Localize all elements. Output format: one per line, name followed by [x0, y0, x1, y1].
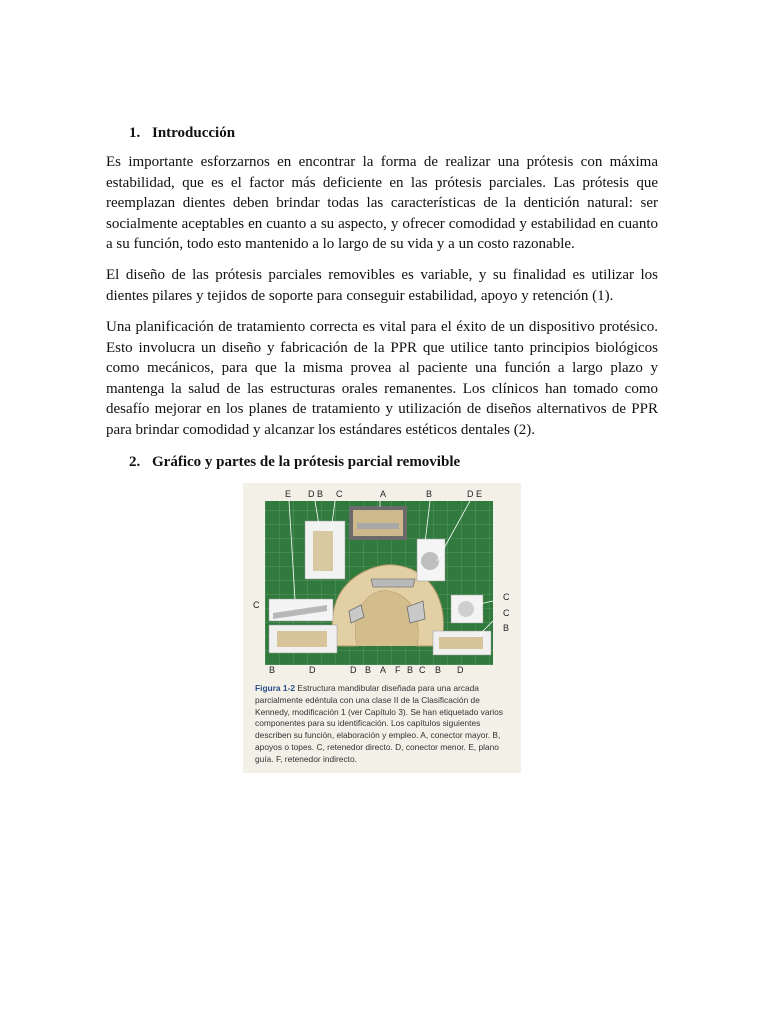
figure-label: B [435, 665, 442, 675]
figure-label: C [336, 489, 343, 499]
caption-text: Estructura mandibular diseñada para una arcada parcialmente edéntula con una clase II de la Clasificación de Kennedy, modificación 1 (ver Capítulo 3). Se han etiquetado varios componentes para su identificación. Los capítulos siguientes describen su función, elaboración y empleo. A, conector mayor. B, apoyos o topes. C, retenedor directo. D, conector menor. E, plano guía. F, retenedor indirecto. [255, 683, 503, 764]
paragraph-3: Una planificación de tratamiento correcta es vital para el éxito de un dispositivo protésico. Esto involucra un diseño y fabricación de la PPR que utilice tanto principios biológicos como mecánicos, para que la misma provea al paciente una función a largo plazo y mantenga la salud de las estructuras orales remanentes. Los clínicos han tomado como desafío mejorar en los planes de tratamiento y utilización de diseños alternativos de PPR para brindar comodidad y alcanzar los estándares estéticos dentales (2). [106, 319, 658, 438]
denture-photo [265, 501, 493, 665]
figure-label: C [503, 608, 510, 618]
figure-label: B [503, 623, 510, 633]
figure-label: E [285, 489, 292, 499]
figure-label: D [457, 665, 464, 675]
figure-label: A [380, 489, 387, 499]
figure-label: D [309, 665, 316, 675]
figure-label: D [350, 665, 357, 675]
caption-label: Figura 1-2 [255, 683, 296, 693]
figure-label: C [503, 592, 510, 602]
section-heading-introduccion: 1. Introducción [129, 125, 236, 141]
section-title: Gráfico y partes de la prótesis parcial removible [152, 454, 461, 470]
figure-1-2 [243, 483, 521, 773]
figure-label: C [253, 600, 260, 610]
figure-label: D B [308, 489, 324, 499]
figure-label: C [419, 665, 426, 675]
section-heading-grafico: 2. Gráfico y partes de la prótesis parcial removible [129, 454, 461, 470]
paragraph-2: El diseño de las prótesis parciales removibles es variable, y su finalidad es utilizar los dientes pilares y tejidos de soporte para conseguir estabilidad, apoyo y retención (1). [106, 267, 658, 304]
figure-label: B [407, 665, 414, 675]
figure-label: A [380, 665, 387, 675]
figure-label: F [395, 665, 401, 675]
figure-caption [255, 683, 513, 766]
denture-illustration [265, 501, 493, 665]
paragraph-1: Es importante esforzarnos en encontrar la forma de realizar una prótesis con máxima estabilidad, que es el factor más deficiente en las prótesis parciales. Las prótesis que reemplazan dientes deben brindar todas las características de la dentición natural: ser socialmente aceptables en cuanto a su aspecto, y ofrecer comodidad y estabilidad en cuanto a su función, todo esto mantenido a lo largo de su vida y a un costo razonable. [106, 154, 658, 252]
figure-label: D E [467, 489, 483, 499]
section-title: Introducción [152, 125, 236, 141]
figure-label: B [365, 665, 372, 675]
figure-label: B [426, 489, 433, 499]
figure-label: B [269, 665, 276, 675]
